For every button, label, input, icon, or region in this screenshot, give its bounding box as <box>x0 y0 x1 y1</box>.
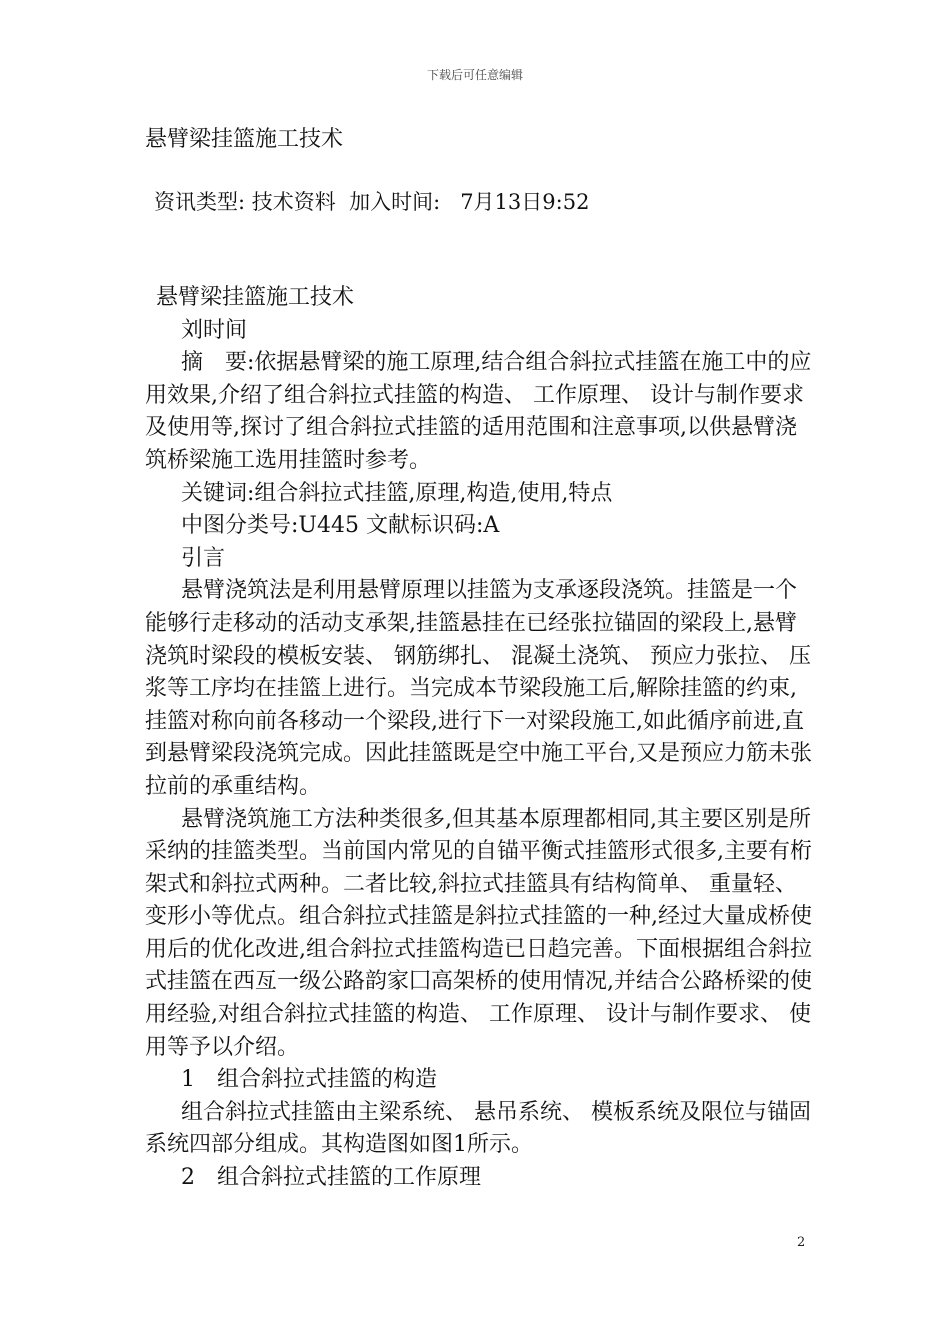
body-paragraph: 悬臂浇筑法是利用悬臂原理以挂篮为支承逐段浇筑。挂篮是一个能够行走移动的活动支承架,挂篮悬挂在已经张拉锚固的梁段上,悬臂浇筑时梁段的模板安装、 钢筋绑扎、 混凝土浇筑、 预应力张拉、 压浆等工序均在挂篮上进行。当完成本节梁段施工后,解除挂篮的约束,挂篮对称向前各移动一个梁段,进行下一对梁段施工,如此循序前进,直到悬臂梁段浇筑完成。因此挂篮既是空中施工平台,又是预应力筋未张拉前的承重结构。 <box>145 578 812 799</box>
page-number: 2 <box>797 1235 806 1250</box>
keywords-paragraph: 关键词:组合斜拉式挂篮,原理,构造,使用,特点 <box>181 480 613 506</box>
article-title: 悬臂梁挂篮施工技术 <box>156 285 355 310</box>
body-paragraph: 组合斜拉式挂篮由主梁系统、 悬吊系统、 模板系统及限位与锚固系统四部分组成。其构造图如图1所示。 <box>145 1099 811 1158</box>
section-heading-introduction: 引言 <box>181 545 226 571</box>
abstract-paragraph: 摘 要:依据悬臂梁的施工原理,结合组合斜拉式挂篮在施工中的应用效果,介绍了组合斜拉式挂篮的构造、 工作原理、 设计与制作要求及使用等,探讨了组合斜拉式挂篮的适用范围和注意事项,以供悬臂浇筑桥梁施工选用挂篮时参考。 <box>145 350 812 473</box>
section-heading-1: 1 组合斜拉式挂篮的构造 <box>181 1067 437 1093</box>
document-meta-line: 资讯类型: 技术资料 加入时间: 7月13日9:52 <box>154 190 590 214</box>
article-body <box>145 282 813 1195</box>
page-header-note: 下载后可任意编辑 <box>426 68 523 82</box>
document-title: 悬臂梁挂篮施工技术 <box>145 127 344 152</box>
section-heading-2: 2 组合斜拉式挂篮的工作原理 <box>181 1165 481 1191</box>
body-paragraph: 悬臂浇筑施工方法种类很多,但其基本原理都相同,其主要区别是所采纳的挂篮类型。当前国内常见的自锚平衡式挂篮形式很多,主要有桁架式和斜拉式两种。二者比较,斜拉式挂篮具有结构简单、 重量轻、 变形小等优点。组合斜拉式挂篮是斜拉式挂篮的一种,经过大量成桥使用后的优化改进,组合斜拉式挂篮构造已日趋完善。下面根据组合斜拉式挂篮在西亙一级公路韵家囗高架桥的使用情况,并结合公路桥梁的使用经验,对组合斜拉式挂篮的构造、 工作原理、 设计与制作要求、 使用等予以介绍。 <box>145 806 812 1060</box>
article-author: 刘时间 <box>181 317 248 343</box>
classification-paragraph: 中图分类号:U445 文献标识码:A <box>181 513 500 539</box>
